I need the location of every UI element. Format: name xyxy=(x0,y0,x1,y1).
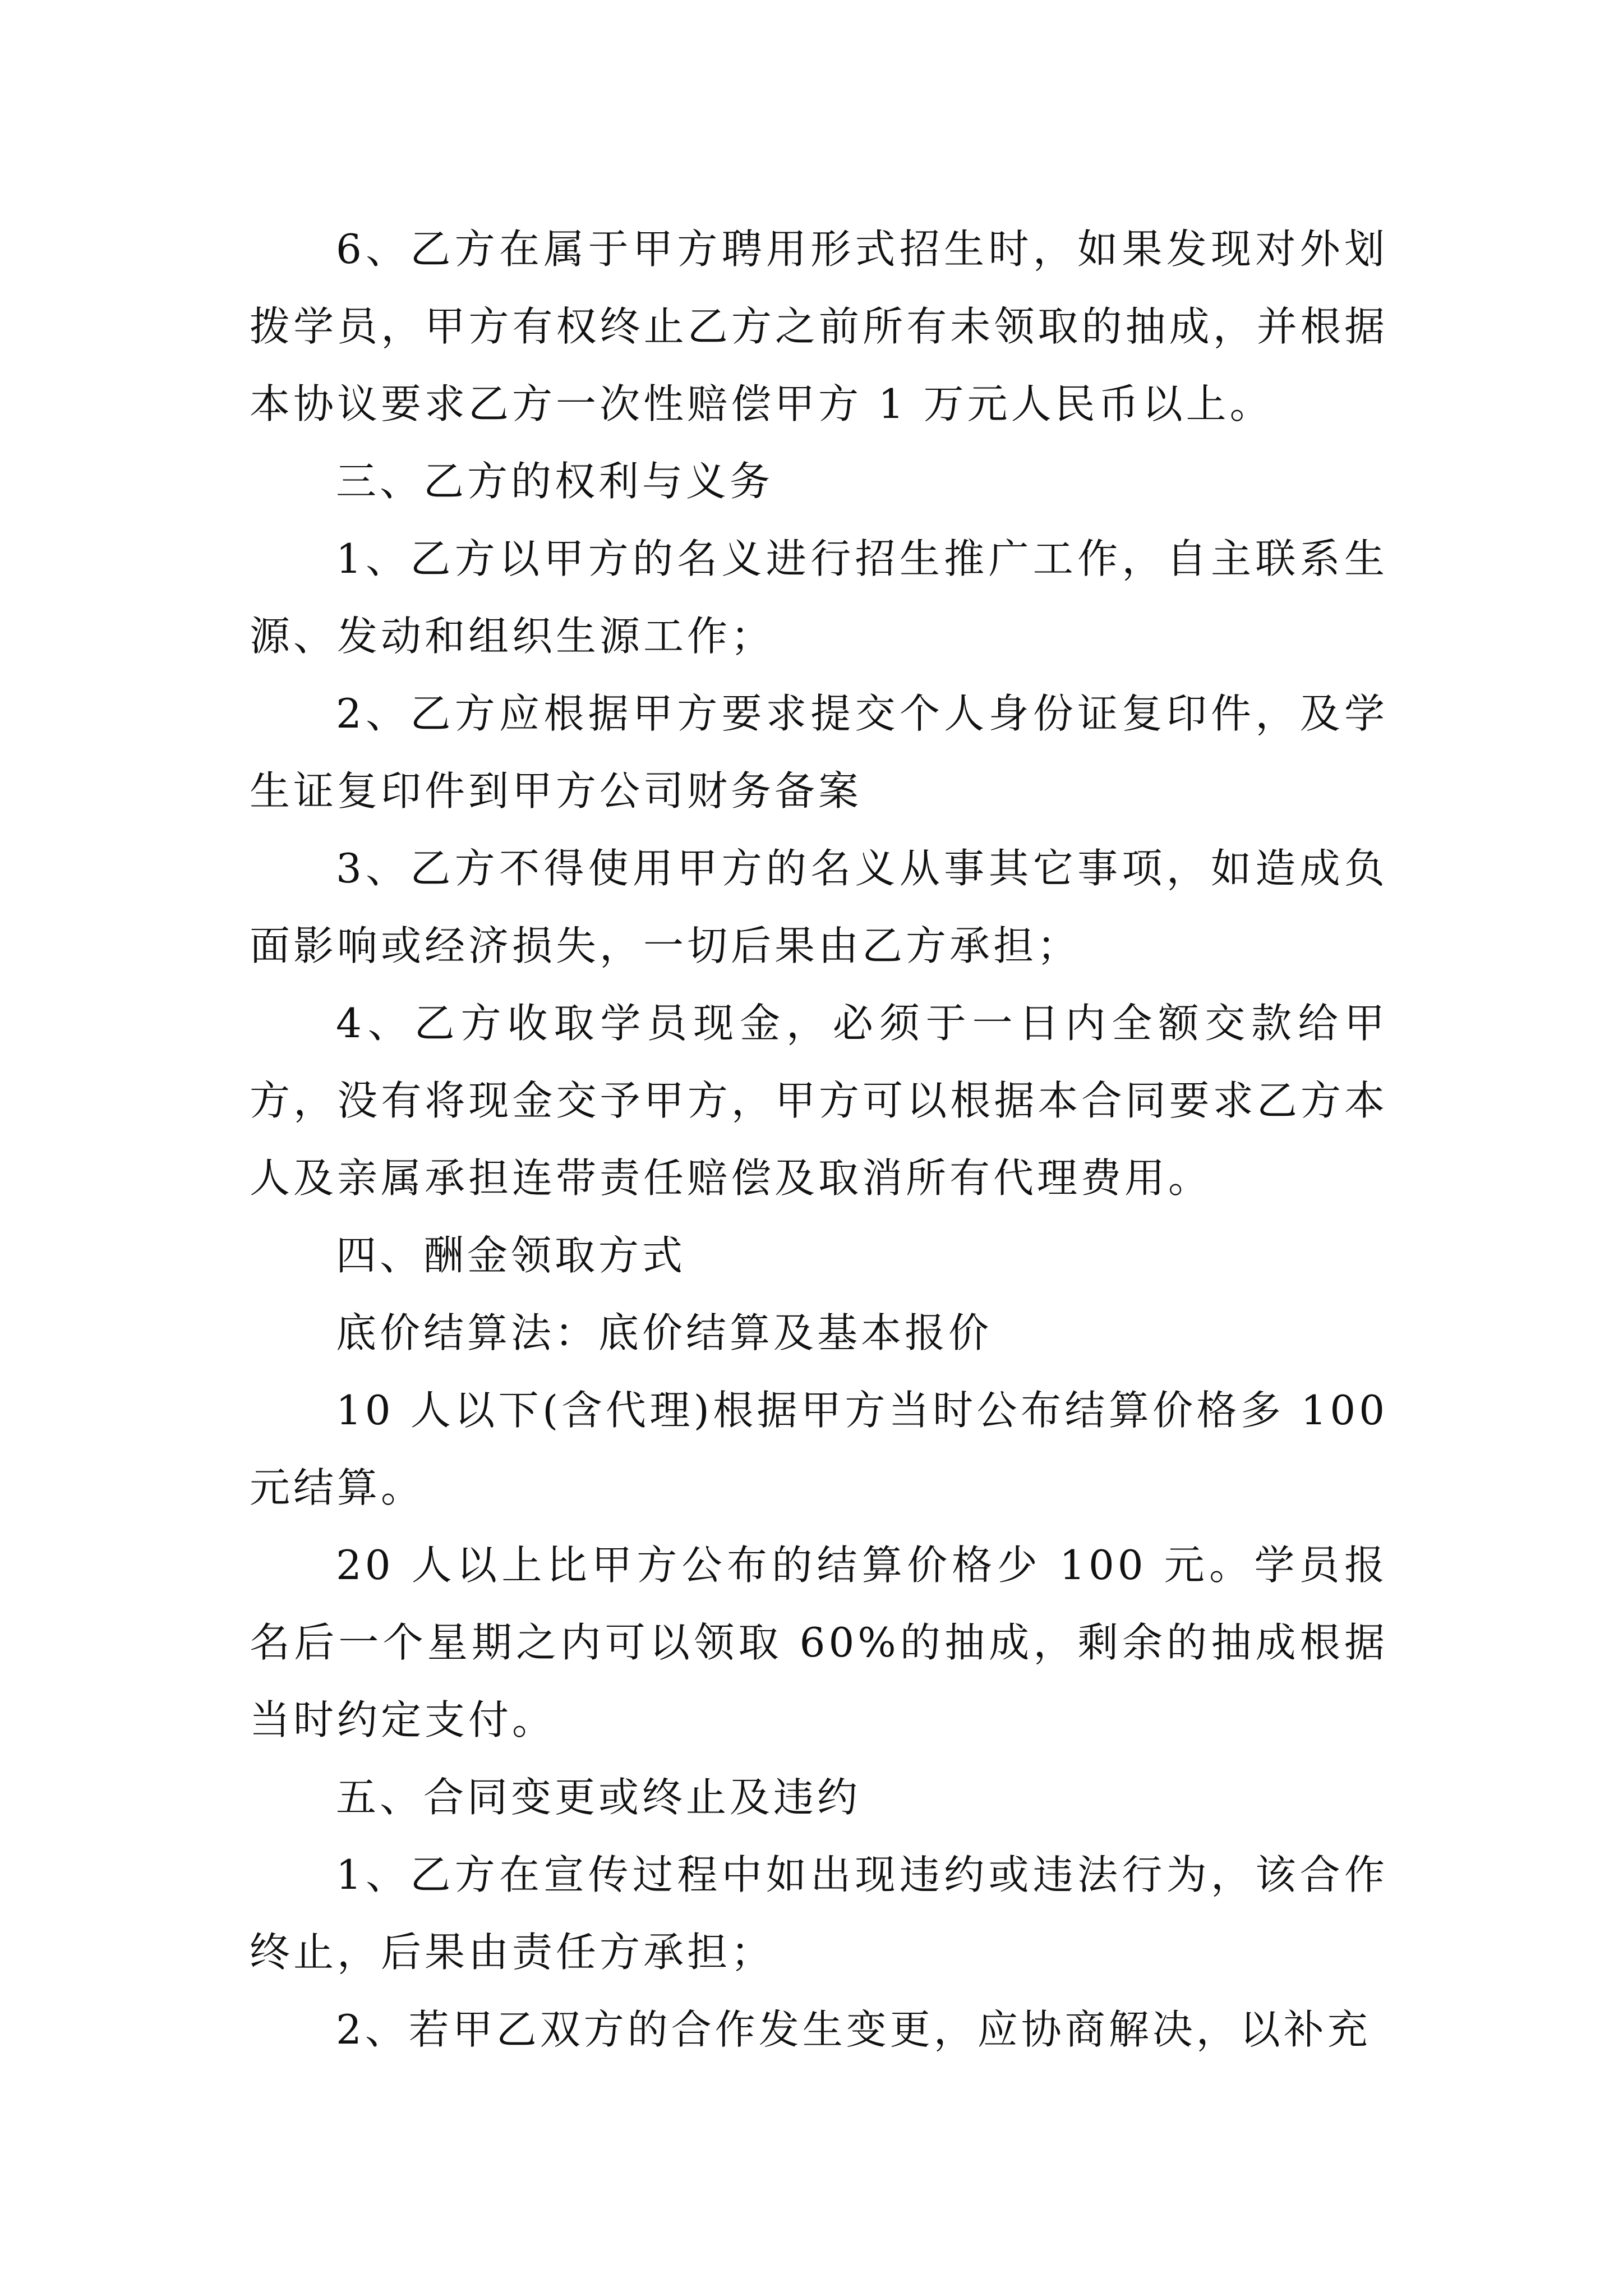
pricing-method-line: 底价结算法：底价结算及基本报价 xyxy=(336,1309,993,1356)
section-3-clause-4: 4、乙方收取学员现金，必须于一日内全额交款给甲方，没有将现金交予甲方，甲方可以根据本合同要求乙方本人及亲属承担连带责任赔偿及取消所有代理费用。 xyxy=(250,1000,1388,1202)
pricing-under-10-paragraph: 10 人以下(含代理)根据甲方当时公布结算价格多 100 元结算。 xyxy=(250,1387,1388,1511)
section-3-clause-2: 2、乙方应根据甲方要求提交个人身份证复印件，及学生证复印件到甲方公司财务备案 xyxy=(250,690,1388,815)
document-body xyxy=(250,210,1388,2068)
section-4-heading: 四、酬金领取方式 xyxy=(336,1232,686,1279)
section-5-clause-1: 1、乙方在宣传过程中如出现违约或违法行为，该合作终止，后果由责任方承担； xyxy=(250,1851,1388,1976)
clause-6-paragraph: 6、乙方在属于甲方聘用形式招生时，如果发现对外划拨学员，甲方有权终止乙方之前所有未领取的抽成，并根据本协议要求乙方一次性赔偿甲方 1 万元人民币以上。 xyxy=(250,226,1388,427)
section-5-clause-2: 2、若甲乙双方的合作发生变更，应协商解决，以补充 xyxy=(336,2006,1371,2053)
section-5-heading: 五、合同变更或终止及违约 xyxy=(336,1774,861,1821)
pricing-over-20-paragraph: 20 人以上比甲方公布的结算价格少 100 元。学员报名后一个星期之内可以领取 60%的抽成，剩余的抽成根据当时约定支付。 xyxy=(250,1542,1388,1743)
section-3-clause-3: 3、乙方不得使用甲方的名义从事其它事项，如造成负面影响或经济损失，一切后果由乙方承担； xyxy=(250,845,1388,969)
section-3-heading: 三、乙方的权利与义务 xyxy=(336,458,774,505)
section-3-clause-1: 1、乙方以甲方的名义进行招生推广工作，自主联系生源、发动和组织生源工作； xyxy=(250,535,1388,660)
